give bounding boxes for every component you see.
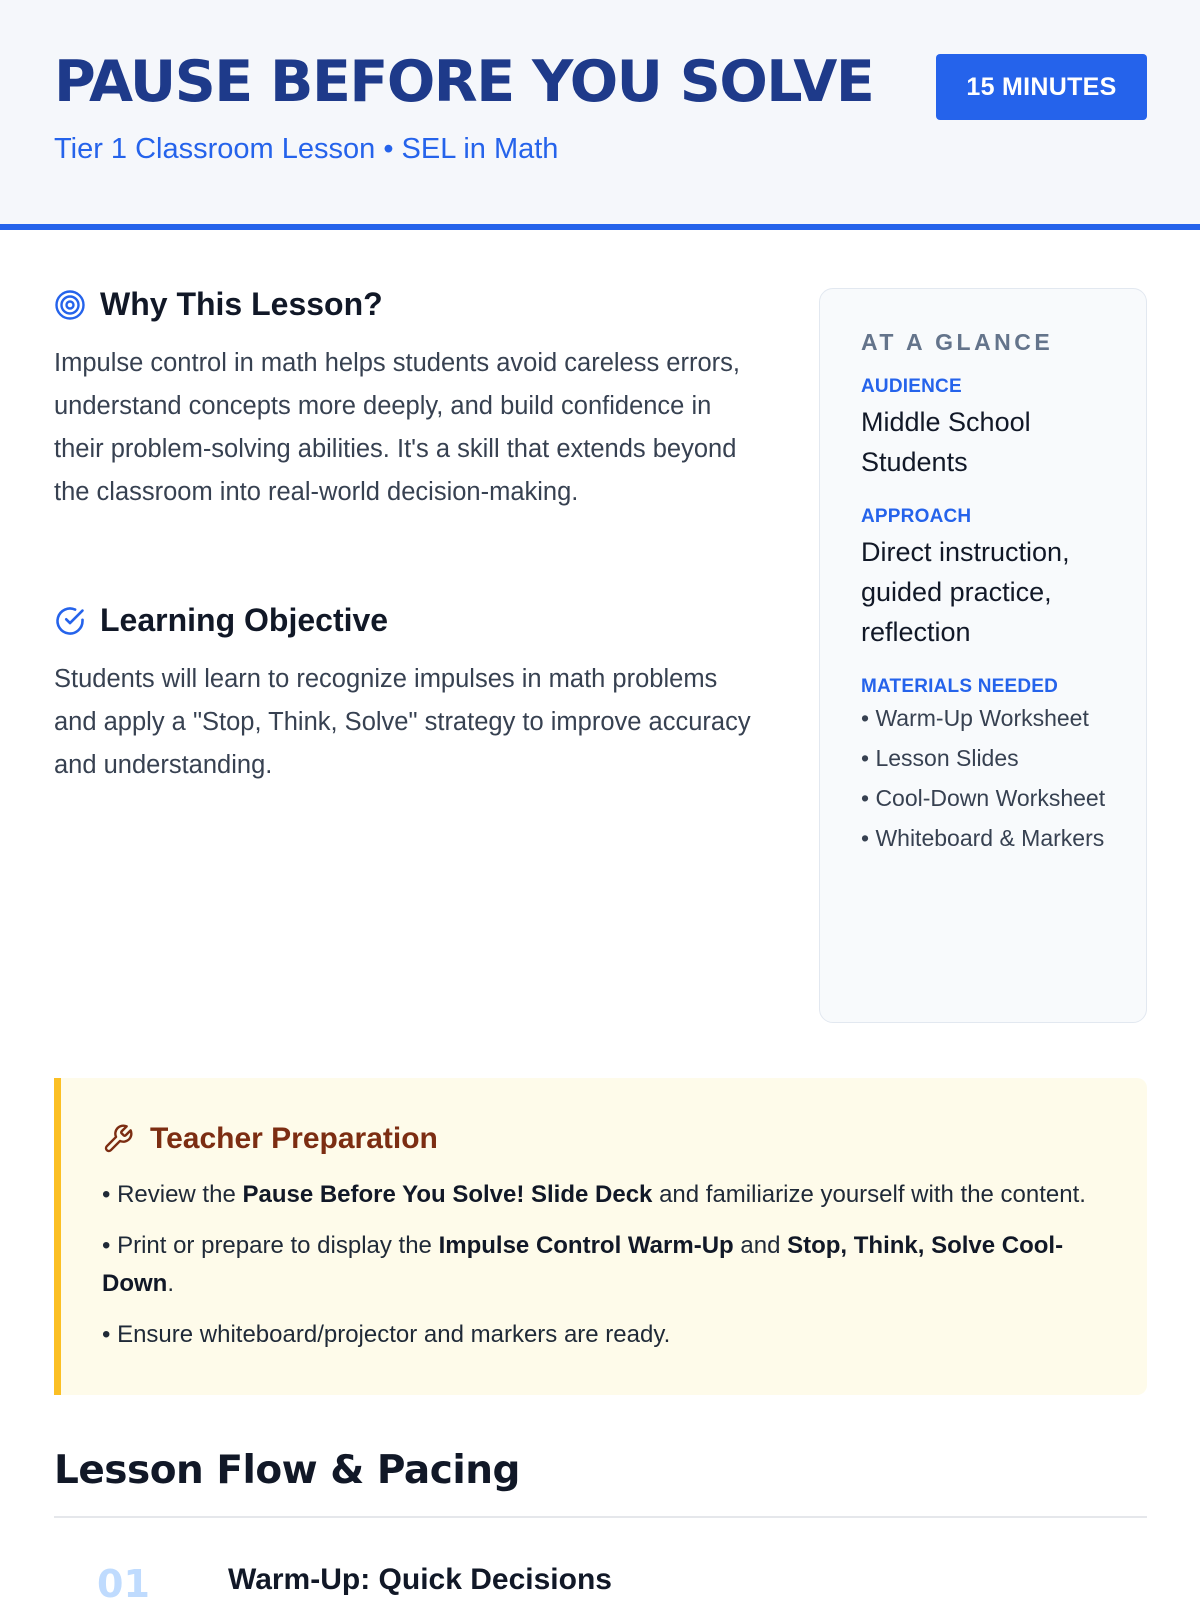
lesson-flow-heading: Lesson Flow & Pacing	[54, 1448, 520, 1493]
step-title: Warm-Up: Quick Decisions	[228, 1563, 612, 1596]
list-item: • Whiteboard & Markers	[861, 825, 1105, 851]
prep-text: and familiarize yourself with the content.	[652, 1181, 1086, 1208]
prep-item	[102, 1227, 1107, 1303]
prep-heading-text: Teacher Preparation	[150, 1122, 438, 1155]
why-heading-text: Why This Lesson?	[100, 286, 383, 322]
objective-text: Students will learn to recognize impulses in math problems and apply a "Stop, Think, Solve" strategy to improve accuracy and understanding.	[54, 665, 751, 779]
step-number: 01	[97, 1562, 150, 1600]
list-item: • Cool-Down Worksheet	[861, 785, 1106, 811]
prep-text: • Print or prepare to display the	[102, 1232, 439, 1259]
approach-value: Direct instruction, guided practice, reflection	[861, 537, 1070, 647]
objective-heading	[54, 602, 388, 639]
list-item: • Warm-Up Worksheet	[861, 705, 1089, 731]
wrench-icon	[102, 1123, 134, 1155]
prep-item	[102, 1316, 1107, 1354]
prep-text: .	[167, 1270, 174, 1297]
prep-text: • Review the	[102, 1181, 243, 1208]
prep-text: • Ensure whiteboard/projector and markers are ready.	[102, 1321, 671, 1348]
duration-badge: 15 MINUTES	[936, 54, 1147, 120]
prep-emphasis: Pause Before You Solve! Slide Deck	[242, 1181, 653, 1208]
page-title: PAUSE BEFORE YOU SOLVE	[54, 49, 874, 115]
glance-title: AT A GLANCE	[861, 329, 1054, 355]
page-subtitle: Tier 1 Classroom Lesson • SEL in Math	[54, 133, 559, 165]
audience-label: AUDIENCE	[861, 376, 962, 397]
why-text: Impulse control in math helps students avoid careless errors, understand concepts more deeply, and build confidence in their problem-solving abilities. It's a skill that extends beyond the classroom into real-world decision-making.	[54, 349, 740, 506]
prep-item	[102, 1176, 1107, 1214]
at-a-glance-card	[819, 288, 1147, 1023]
check-circle-icon	[54, 605, 86, 637]
prep-heading	[102, 1122, 1107, 1156]
why-heading	[54, 286, 383, 323]
objective-heading-text: Learning Objective	[100, 602, 389, 638]
lesson-header	[0, 0, 1200, 230]
prep-list	[102, 1176, 1107, 1354]
prep-text: and	[733, 1232, 788, 1259]
list-item: • Lesson Slides	[861, 745, 1019, 771]
materials-list	[861, 702, 1116, 855]
target-icon	[54, 289, 86, 321]
audience-value: Middle School Students	[861, 407, 1031, 477]
prep-emphasis: Impulse Control Warm-Up	[438, 1232, 734, 1259]
teacher-preparation-box	[54, 1078, 1147, 1395]
prep-emphasis: Stop, Think, Solve Cool-Down	[102, 1232, 1064, 1297]
divider	[54, 1516, 1147, 1518]
approach-label: APPROACH	[861, 506, 972, 527]
materials-label: MATERIALS NEEDED	[861, 676, 1059, 697]
